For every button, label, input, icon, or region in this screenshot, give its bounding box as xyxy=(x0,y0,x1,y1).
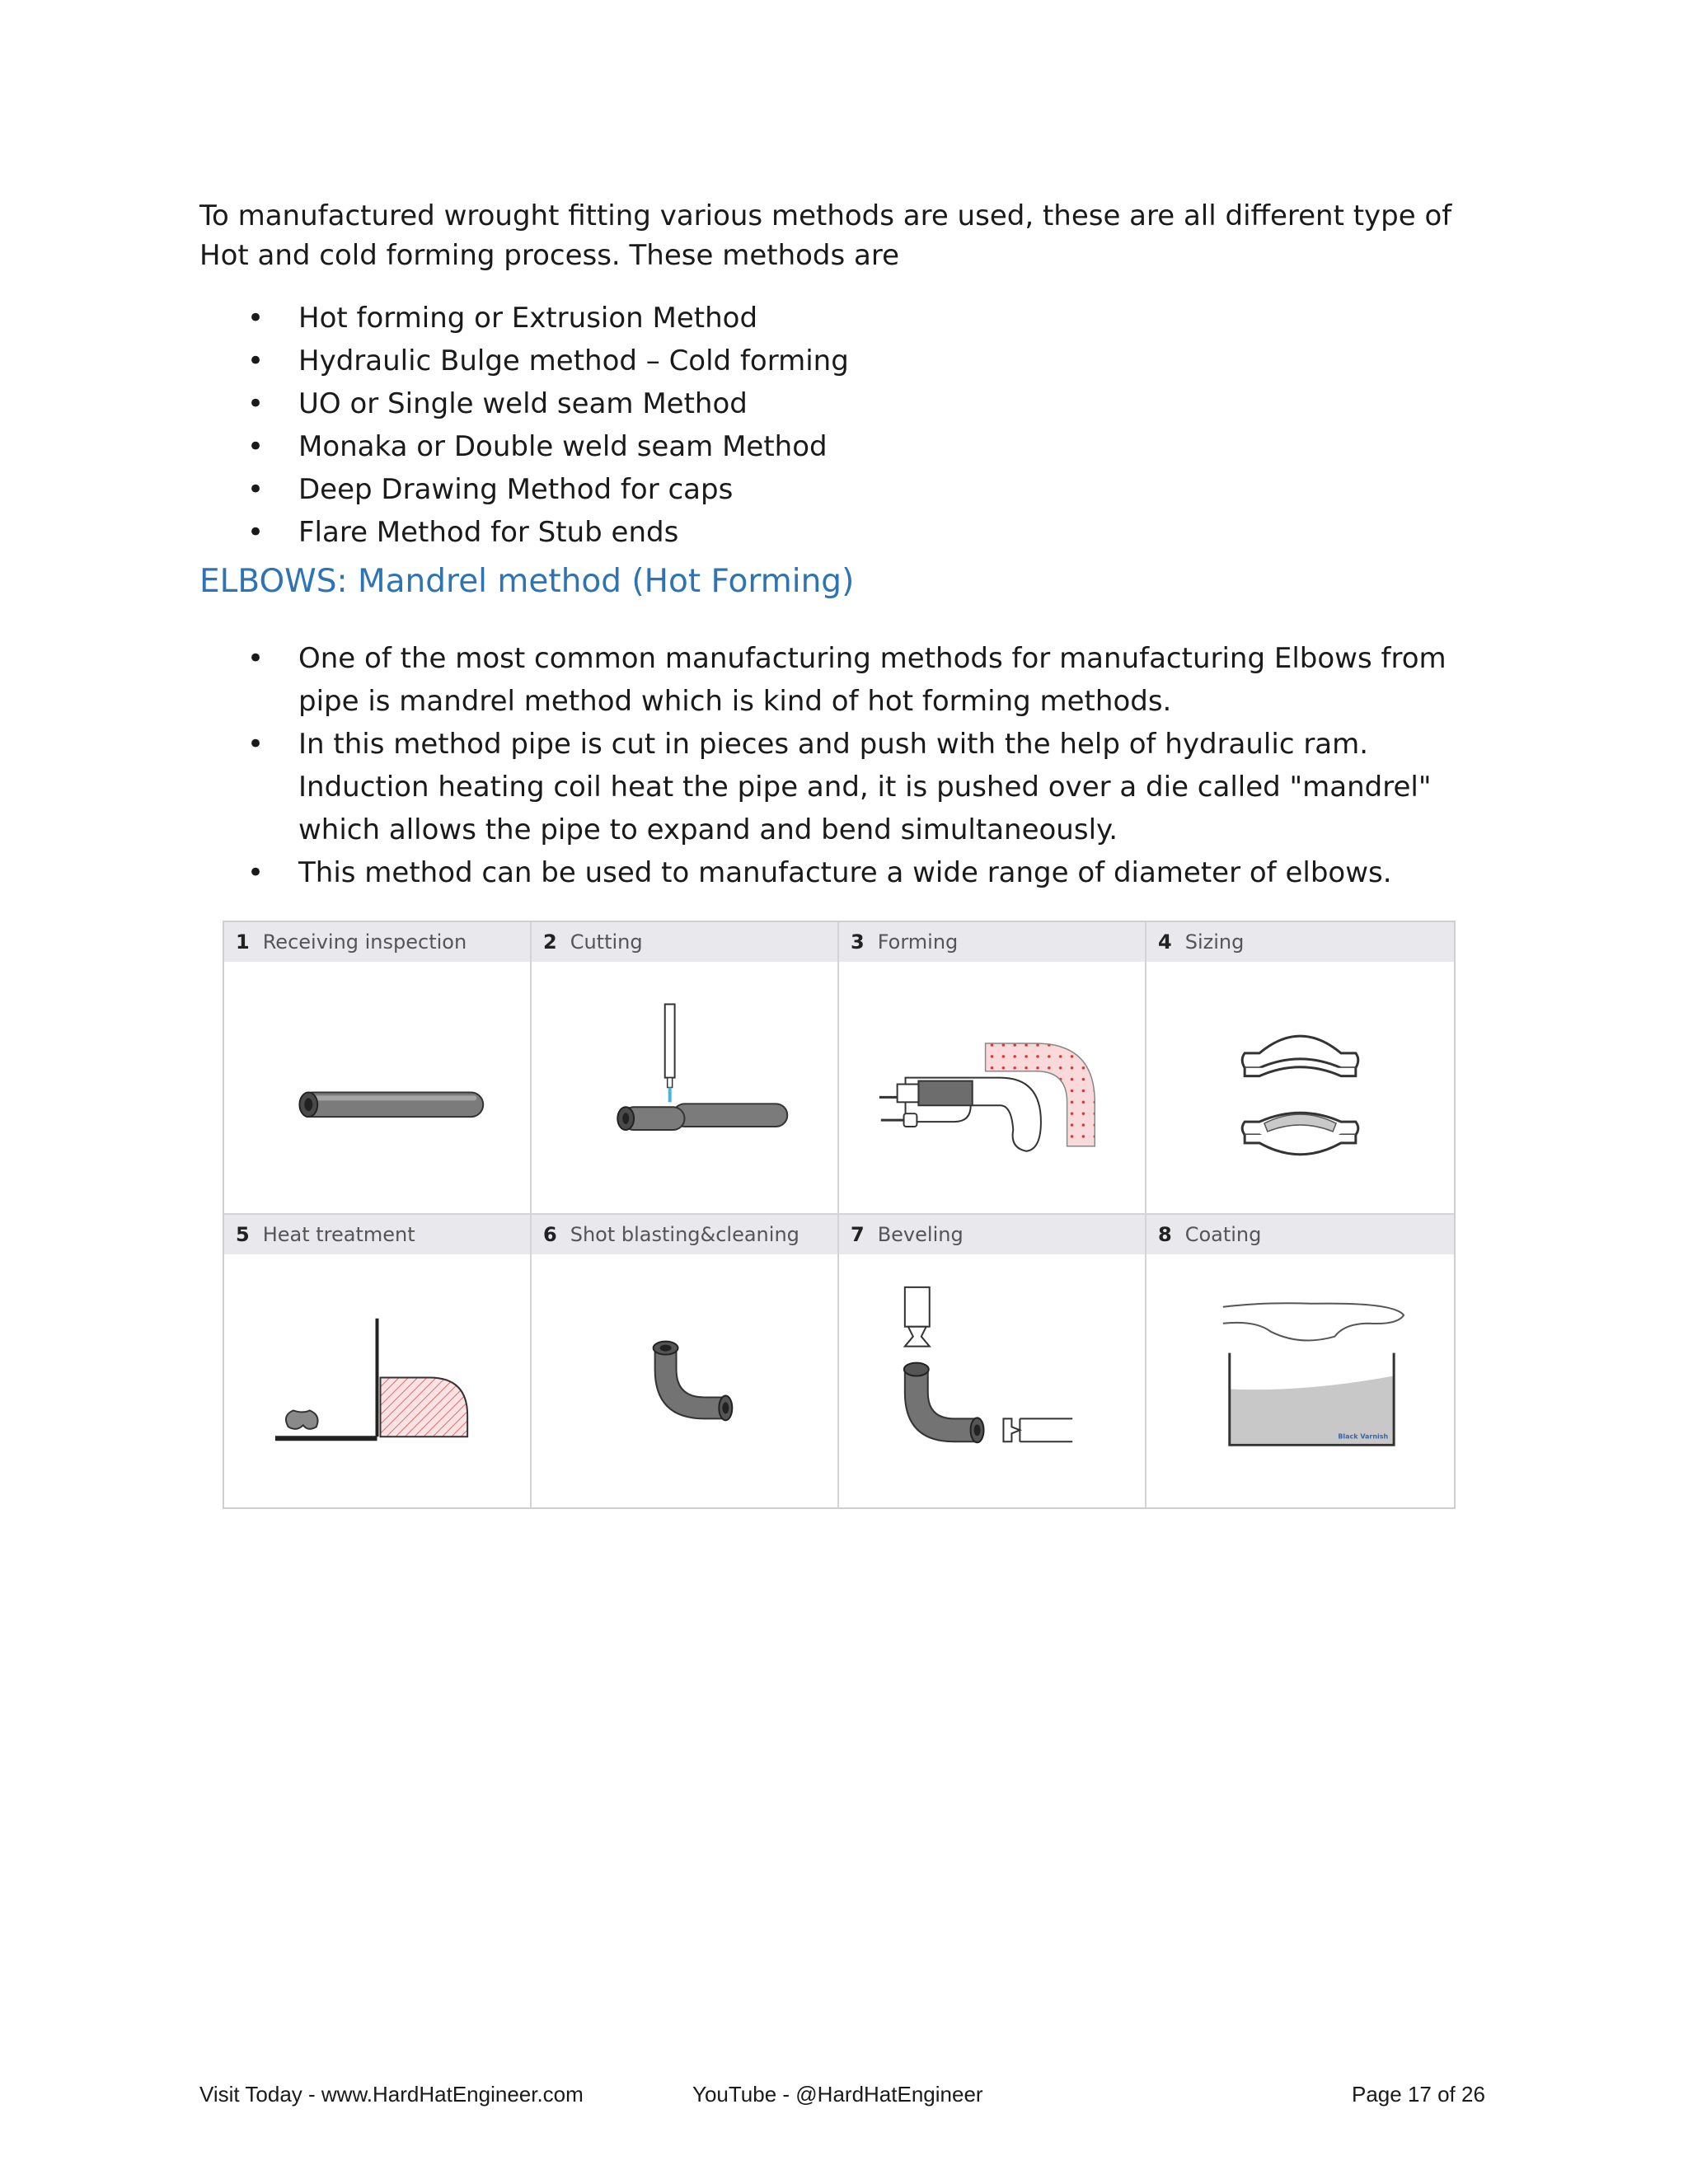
process-step xyxy=(532,1215,839,1507)
process-step xyxy=(1146,1215,1454,1507)
step-number: 5 xyxy=(236,1223,250,1246)
step-label: Sizing xyxy=(1184,930,1245,954)
furnace-icon xyxy=(224,1254,530,1507)
footer-page-number: Page 17 of 26 xyxy=(1352,2082,1485,2107)
pipe-icon xyxy=(224,962,530,1213)
process-step xyxy=(224,922,532,1215)
list-item: • Monaka or Double weld seam Method xyxy=(247,430,828,463)
step-label: Cutting xyxy=(570,930,643,954)
list-item: • Hot forming or Extrusion Method xyxy=(247,302,758,335)
list-item: • UO or Single weld seam Method xyxy=(247,387,748,420)
step-number: 3 xyxy=(851,930,865,954)
step-label: Beveling xyxy=(877,1223,964,1246)
step-label: Heat treatment xyxy=(262,1223,415,1246)
process-step xyxy=(839,922,1146,1215)
step-number: 7 xyxy=(851,1223,865,1246)
coating-tank-icon xyxy=(1146,1254,1454,1507)
process-diagram xyxy=(223,921,1456,1509)
mandrel-points-list xyxy=(199,637,1485,894)
process-step xyxy=(532,922,839,1215)
step-label: Shot blasting&cleaning xyxy=(570,1223,799,1246)
step-number: 2 xyxy=(543,930,557,954)
list-item: • Flare Method for Stub ends xyxy=(247,516,679,549)
step-number: 8 xyxy=(1158,1223,1172,1246)
tank-label: Black Varnish xyxy=(1338,1432,1389,1441)
elbow-icon xyxy=(532,1254,837,1507)
list-item: • In this method pipe is cut in pieces and push with the help of hydraulic ram. Induction heating coil heat the pipe and, it is pushed over a die called "mandrel" which allows the pipe to expand and bend simultaneously. xyxy=(247,728,1432,846)
methods-list xyxy=(199,297,1436,554)
sizing-die-icon xyxy=(1146,962,1454,1213)
step-label: Forming xyxy=(877,930,959,954)
cutting-torch-icon xyxy=(532,962,837,1213)
mandrel-forming-icon xyxy=(839,962,1145,1213)
process-step xyxy=(224,1215,532,1507)
step-label: Coating xyxy=(1184,1223,1262,1246)
process-step xyxy=(839,1215,1146,1507)
step-number: 1 xyxy=(236,930,250,954)
section-heading: ELBOWS: Mandrel method (Hot Forming) xyxy=(199,563,855,600)
list-item: • This method can be used to manufacture a wide range of diameter of elbows. xyxy=(247,856,1392,889)
list-item: • Hydraulic Bulge method – Cold forming xyxy=(247,344,849,377)
list-item: • One of the most common manufacturing methods for manufacturing Elbows from pipe is mandrel method which is kind of hot forming methods. xyxy=(247,642,1447,718)
intro-paragraph: To manufactured wrought fitting various methods are used, these are all different type of Hot and cold forming process. These methods are xyxy=(199,199,1452,272)
footer-website: Visit Today - www.HardHatEngineer.com xyxy=(199,2082,584,2107)
footer-youtube: YouTube - @HardHatEngineer xyxy=(692,2082,983,2107)
beveling-icon xyxy=(839,1254,1145,1507)
list-item: • Deep Drawing Method for caps xyxy=(247,473,734,506)
process-step xyxy=(1146,922,1454,1215)
step-number: 4 xyxy=(1158,930,1172,954)
step-number: 6 xyxy=(543,1223,557,1246)
step-label: Receiving inspection xyxy=(262,930,467,954)
